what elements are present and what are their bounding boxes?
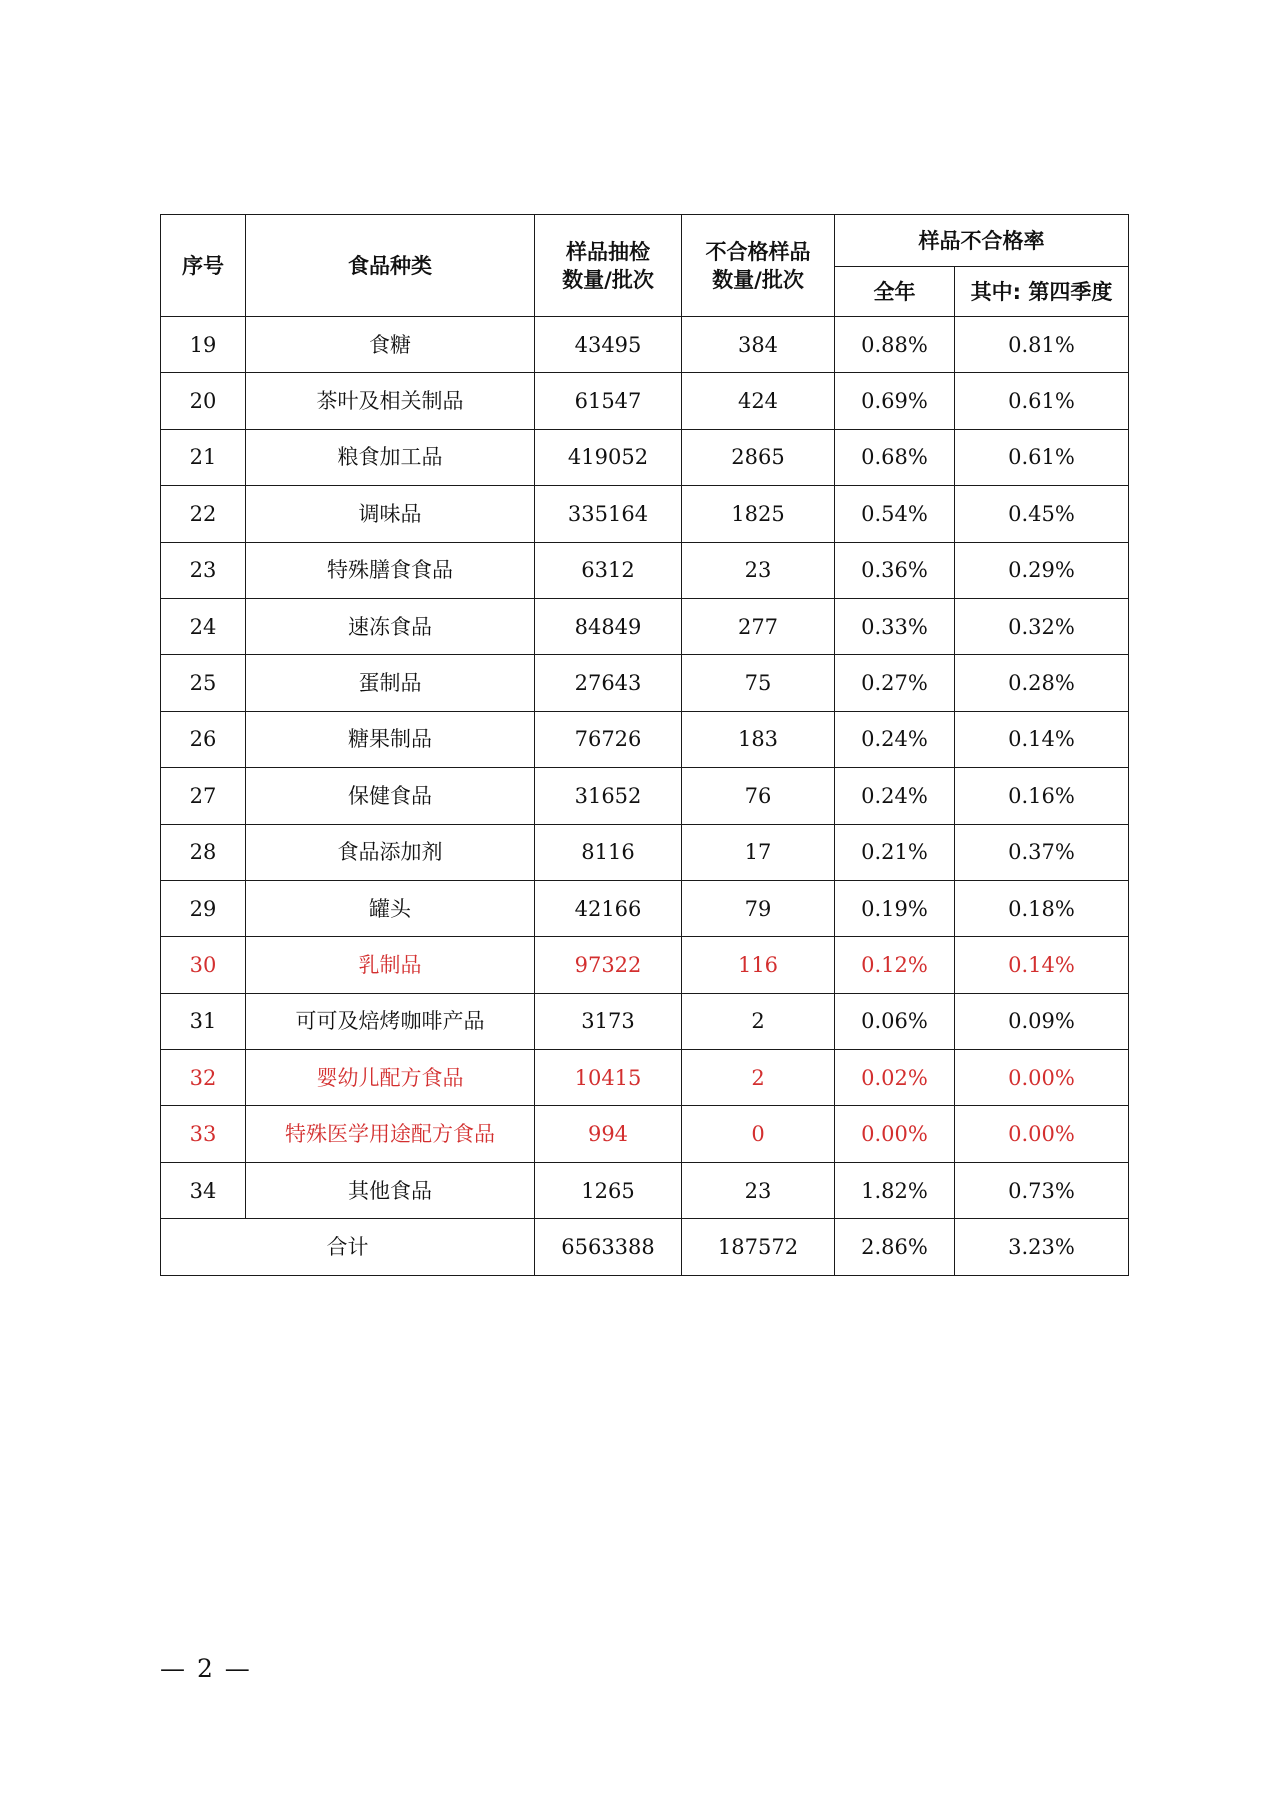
header-failed xyxy=(682,215,835,317)
row-category: 罐头 xyxy=(246,880,535,936)
row-index: 22 xyxy=(161,486,246,542)
row-rate-year: 0.54% xyxy=(835,486,955,542)
row-index: 24 xyxy=(161,598,246,654)
row-rate-q4: 0.61% xyxy=(955,429,1129,485)
row-failed: 116 xyxy=(682,937,835,993)
table-row xyxy=(161,373,1129,429)
row-index: 33 xyxy=(161,1106,246,1162)
row-index: 31 xyxy=(161,993,246,1049)
total-rate-year: 2.86% xyxy=(835,1219,955,1275)
row-rate-q4: 0.09% xyxy=(955,993,1129,1049)
header-sampled-line1: 样品抽检 xyxy=(566,239,650,264)
table-row xyxy=(161,824,1129,880)
row-category: 食品添加剂 xyxy=(246,824,535,880)
header-rate-group: 样品不合格率 xyxy=(835,215,1129,267)
table-row xyxy=(161,711,1129,767)
row-sampled: 6312 xyxy=(535,542,682,598)
row-rate-year: 1.82% xyxy=(835,1162,955,1218)
table-row xyxy=(161,768,1129,824)
table-row xyxy=(161,1050,1129,1106)
row-rate-q4: 0.14% xyxy=(955,711,1129,767)
row-index: 34 xyxy=(161,1162,246,1218)
row-index: 29 xyxy=(161,880,246,936)
header-index: 序号 xyxy=(161,215,246,317)
row-index: 20 xyxy=(161,373,246,429)
row-sampled: 3173 xyxy=(535,993,682,1049)
header-sampled xyxy=(535,215,682,317)
row-sampled: 419052 xyxy=(535,429,682,485)
table-row xyxy=(161,429,1129,485)
total-rate-q4: 3.23% xyxy=(955,1219,1129,1275)
row-rate-year: 0.88% xyxy=(835,317,955,373)
row-failed: 79 xyxy=(682,880,835,936)
total-label: 合计 xyxy=(161,1219,535,1275)
table-row xyxy=(161,655,1129,711)
row-category: 其他食品 xyxy=(246,1162,535,1218)
table-header xyxy=(161,215,1129,317)
row-category: 糖果制品 xyxy=(246,711,535,767)
row-category: 食糖 xyxy=(246,317,535,373)
row-sampled: 27643 xyxy=(535,655,682,711)
table-row xyxy=(161,993,1129,1049)
total-row xyxy=(161,1219,1129,1275)
row-index: 19 xyxy=(161,317,246,373)
row-rate-q4: 0.81% xyxy=(955,317,1129,373)
table-body xyxy=(161,317,1129,1219)
row-rate-year: 0.24% xyxy=(835,768,955,824)
row-failed: 2 xyxy=(682,1050,835,1106)
row-sampled: 97322 xyxy=(535,937,682,993)
row-sampled: 61547 xyxy=(535,373,682,429)
row-failed: 384 xyxy=(682,317,835,373)
row-category: 婴幼儿配方食品 xyxy=(246,1050,535,1106)
row-rate-q4: 0.29% xyxy=(955,542,1129,598)
table-row xyxy=(161,598,1129,654)
row-failed: 23 xyxy=(682,1162,835,1218)
row-index: 25 xyxy=(161,655,246,711)
row-category: 特殊医学用途配方食品 xyxy=(246,1106,535,1162)
row-category: 保健食品 xyxy=(246,768,535,824)
row-index: 21 xyxy=(161,429,246,485)
row-failed: 183 xyxy=(682,711,835,767)
row-sampled: 8116 xyxy=(535,824,682,880)
row-index: 27 xyxy=(161,768,246,824)
row-index: 23 xyxy=(161,542,246,598)
row-rate-q4: 0.45% xyxy=(955,486,1129,542)
row-failed: 1825 xyxy=(682,486,835,542)
header-rate-year: 全年 xyxy=(835,267,955,317)
inspection-table xyxy=(160,214,1129,1276)
row-rate-year: 0.24% xyxy=(835,711,955,767)
row-index: 30 xyxy=(161,937,246,993)
row-failed: 17 xyxy=(682,824,835,880)
table-row xyxy=(161,542,1129,598)
row-category: 速冻食品 xyxy=(246,598,535,654)
table-row xyxy=(161,486,1129,542)
row-sampled: 994 xyxy=(535,1106,682,1162)
row-rate-q4: 0.73% xyxy=(955,1162,1129,1218)
header-failed-line1: 不合格样品 xyxy=(705,239,811,264)
header-sampled-line2: 数量/批次 xyxy=(562,267,654,292)
table-row xyxy=(161,937,1129,993)
row-category: 特殊膳食食品 xyxy=(246,542,535,598)
page-number: — 2 — xyxy=(160,1654,252,1683)
row-rate-year: 0.36% xyxy=(835,542,955,598)
row-sampled: 1265 xyxy=(535,1162,682,1218)
row-sampled: 42166 xyxy=(535,880,682,936)
table-row xyxy=(161,1106,1129,1162)
row-failed: 76 xyxy=(682,768,835,824)
row-rate-q4: 0.28% xyxy=(955,655,1129,711)
row-failed: 2 xyxy=(682,993,835,1049)
row-rate-year: 0.02% xyxy=(835,1050,955,1106)
row-rate-year: 0.68% xyxy=(835,429,955,485)
row-category: 调味品 xyxy=(246,486,535,542)
row-category: 蛋制品 xyxy=(246,655,535,711)
row-rate-q4: 0.00% xyxy=(955,1106,1129,1162)
row-failed: 0 xyxy=(682,1106,835,1162)
row-rate-year: 0.69% xyxy=(835,373,955,429)
table-row xyxy=(161,880,1129,936)
table-footer xyxy=(161,1219,1129,1275)
row-category: 乳制品 xyxy=(246,937,535,993)
row-rate-q4: 0.61% xyxy=(955,373,1129,429)
row-index: 32 xyxy=(161,1050,246,1106)
total-failed: 187572 xyxy=(682,1219,835,1275)
row-rate-year: 0.21% xyxy=(835,824,955,880)
row-sampled: 76726 xyxy=(535,711,682,767)
header-row xyxy=(161,215,1129,267)
total-sampled: 6563388 xyxy=(535,1219,682,1275)
row-failed: 424 xyxy=(682,373,835,429)
row-failed: 75 xyxy=(682,655,835,711)
header-category: 食品种类 xyxy=(246,215,535,317)
table-row xyxy=(161,1162,1129,1218)
row-sampled: 43495 xyxy=(535,317,682,373)
row-rate-q4: 0.00% xyxy=(955,1050,1129,1106)
row-category: 粮食加工品 xyxy=(246,429,535,485)
row-rate-year: 0.33% xyxy=(835,598,955,654)
row-index: 26 xyxy=(161,711,246,767)
row-rate-year: 0.12% xyxy=(835,937,955,993)
row-failed: 2865 xyxy=(682,429,835,485)
row-sampled: 31652 xyxy=(535,768,682,824)
row-failed: 277 xyxy=(682,598,835,654)
row-failed: 23 xyxy=(682,542,835,598)
row-rate-year: 0.06% xyxy=(835,993,955,1049)
row-rate-q4: 0.14% xyxy=(955,937,1129,993)
row-rate-q4: 0.32% xyxy=(955,598,1129,654)
row-rate-year: 0.27% xyxy=(835,655,955,711)
row-rate-year: 0.00% xyxy=(835,1106,955,1162)
row-sampled: 84849 xyxy=(535,598,682,654)
row-rate-q4: 0.16% xyxy=(955,768,1129,824)
row-sampled: 10415 xyxy=(535,1050,682,1106)
header-rate-q4: 其中: 第四季度 xyxy=(955,267,1129,317)
row-index: 28 xyxy=(161,824,246,880)
row-rate-year: 0.19% xyxy=(835,880,955,936)
row-category: 可可及焙烤咖啡产品 xyxy=(246,993,535,1049)
row-rate-q4: 0.37% xyxy=(955,824,1129,880)
row-sampled: 335164 xyxy=(535,486,682,542)
row-rate-q4: 0.18% xyxy=(955,880,1129,936)
row-category: 茶叶及相关制品 xyxy=(246,373,535,429)
table-row xyxy=(161,317,1129,373)
header-failed-line2: 数量/批次 xyxy=(712,267,804,292)
